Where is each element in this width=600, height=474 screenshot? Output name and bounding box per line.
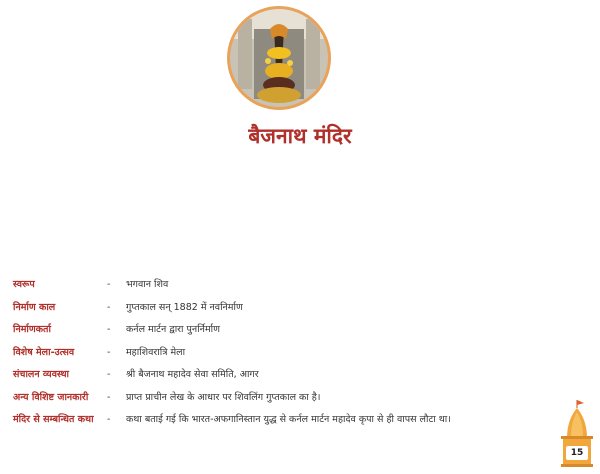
info-separator: - (107, 369, 111, 380)
info-row-sanchalan (13, 368, 558, 391)
info-separator: - (107, 414, 111, 425)
info-row-svaroop (13, 278, 558, 301)
info-value: कथा बताई गई कि भारत-अफगानिस्तान युद्ध से कर्नल मार्टन महादेव कृपा से ही वापस लौटा था। (126, 414, 451, 425)
info-row-katha (13, 413, 558, 436)
info-separator: - (107, 301, 111, 313)
info-value: महाशिवरात्रि मेला (126, 346, 186, 358)
info-label: अन्य विशिष्ट जानकारी (13, 391, 89, 403)
temple-info-table (13, 278, 558, 436)
info-label: मंदिर से सम्बन्धित कथा (13, 414, 94, 425)
page-number: 15 (566, 446, 588, 460)
info-label: निर्माण काल (13, 301, 56, 313)
temple-photo (227, 6, 331, 110)
info-separator: - (107, 346, 111, 358)
info-separator: - (107, 324, 111, 335)
info-value: कर्नल मार्टन द्वारा पुनर्निर्माण (126, 324, 220, 335)
page-title: बैजनाथ मंदिर (248, 123, 352, 148)
info-separator: - (107, 391, 111, 403)
info-label: स्वरूप (13, 279, 35, 290)
info-label: निर्माणकर्ता (13, 324, 51, 335)
shivling-photo-icon (230, 9, 328, 107)
info-label: विशेष मेला-उत्सव (13, 346, 75, 358)
info-row-anya-jankari (13, 391, 558, 414)
info-row-nirman-kaal (13, 301, 558, 324)
info-value: गुप्तकाल सन् 1882 में नवनिर्माण (126, 301, 243, 313)
info-row-mela-utsav (13, 346, 558, 369)
info-value: श्री बैजनाथ महादेव सेवा समिति, आगर (126, 369, 259, 380)
info-separator: - (107, 279, 111, 290)
info-value: प्राप्त प्राचीन लेख के आधार पर शिवलिंग गुप्तकाल का है। (126, 391, 321, 403)
info-label: संचालन व्यवस्था (13, 369, 70, 380)
info-row-nirmankarta (13, 323, 558, 346)
info-value: भगवान शिव (126, 279, 169, 290)
